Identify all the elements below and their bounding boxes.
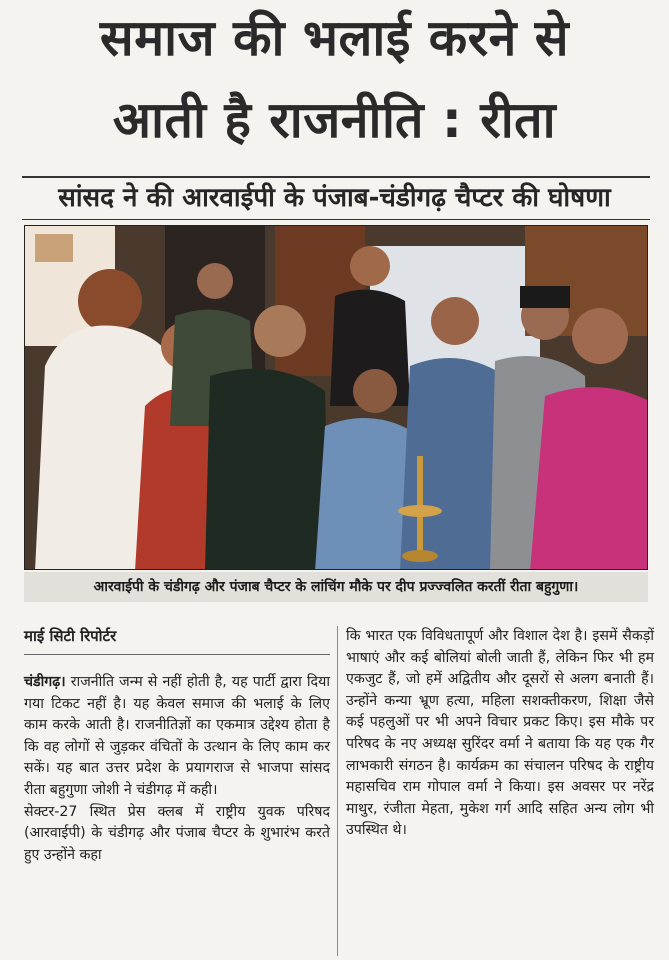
- article-column-right: [346, 626, 654, 842]
- headline: [0, 4, 669, 154]
- article-para-2: सेक्टर-27 स्थित प्रेस क्लब में राष्ट्रीय युवक परिषद (आरवाईपी) के चंडीगढ़ और पंजाब चैप्टर के शुभारंभ करते हुए उन्होंने कहा: [24, 803, 330, 863]
- subheadline: सांसद ने की आरवाईपी के पंजाब-चंडीगढ़ चैप्टर की घोषणा: [58, 183, 611, 213]
- headline-line-2: आती है राजनीति : रीता: [112, 91, 557, 149]
- article-para-1-text: राजनीति जन्म से नहीं होती है, यह पार्टी द्वारा दिया गया टिकट नहीं है। यह केवल समाज की भलाई के लिए काम करके आती है। राजनीतिज्ञों का एकमात्र उद्देश्य होता है कि वह लोगों से जुड़कर वंचितों के उत्थान के लिए काम कर सकें। यह बात उत्तर प्रदेश के प्रयागराज से भाजपा सांसद रीता बहुगुणा जोशी ने चंडीगढ़ में कही।: [24, 674, 330, 798]
- subheadline-rule: [22, 219, 650, 220]
- photo-illustration: [25, 226, 648, 570]
- article-para-3: कि भारत एक विविधतापूर्ण और विशाल देश है। इसमें सैकड़ों भाषाएं और कई बोलियां बोली जाती हैं, लेकिन फिर भी हम एकजुट हैं, जो हमें अद्वितीय और दूसरों से अलग बनाती हैं। उन्होंने कन्या भ्रूण हत्या, महिला सशक्तीकरण, शिक्षा जैसे कई पहलुओं पर भी अपने विचार प्रकट किए। इस मौके पर परिषद के नए अध्यक्ष सुरिंदर वर्मा ने बताया कि यह एक गैर लाभकारी संगठन है। कार्यक्रम का संचालन परिषद के राष्ट्रीय महासचिव राम गोपाल वर्मा ने किया। इस अवसर पर नरेंद्र माथुर, रंजीता मेहता, मुकेश गर्ग आदि सहित अन्य लोग भी उपस्थित थे।: [346, 628, 654, 839]
- dateline: चंडीगढ़।: [24, 674, 66, 690]
- byline: माई सिटी रिपोर्टर: [24, 627, 117, 645]
- byline-rule: [24, 654, 330, 655]
- headline-line-1: समाज की भलाई करने से: [99, 9, 570, 67]
- photo-caption: आरवाईपी के चंडीगढ़ और पंजाब चैप्टर के लांचिंग मौके पर दीप प्रज्ज्वलित करतीं रीता बहुगुणा।: [24, 572, 648, 602]
- article-para-1: [24, 672, 330, 802]
- news-photo: [24, 225, 648, 570]
- column-divider: [337, 626, 338, 956]
